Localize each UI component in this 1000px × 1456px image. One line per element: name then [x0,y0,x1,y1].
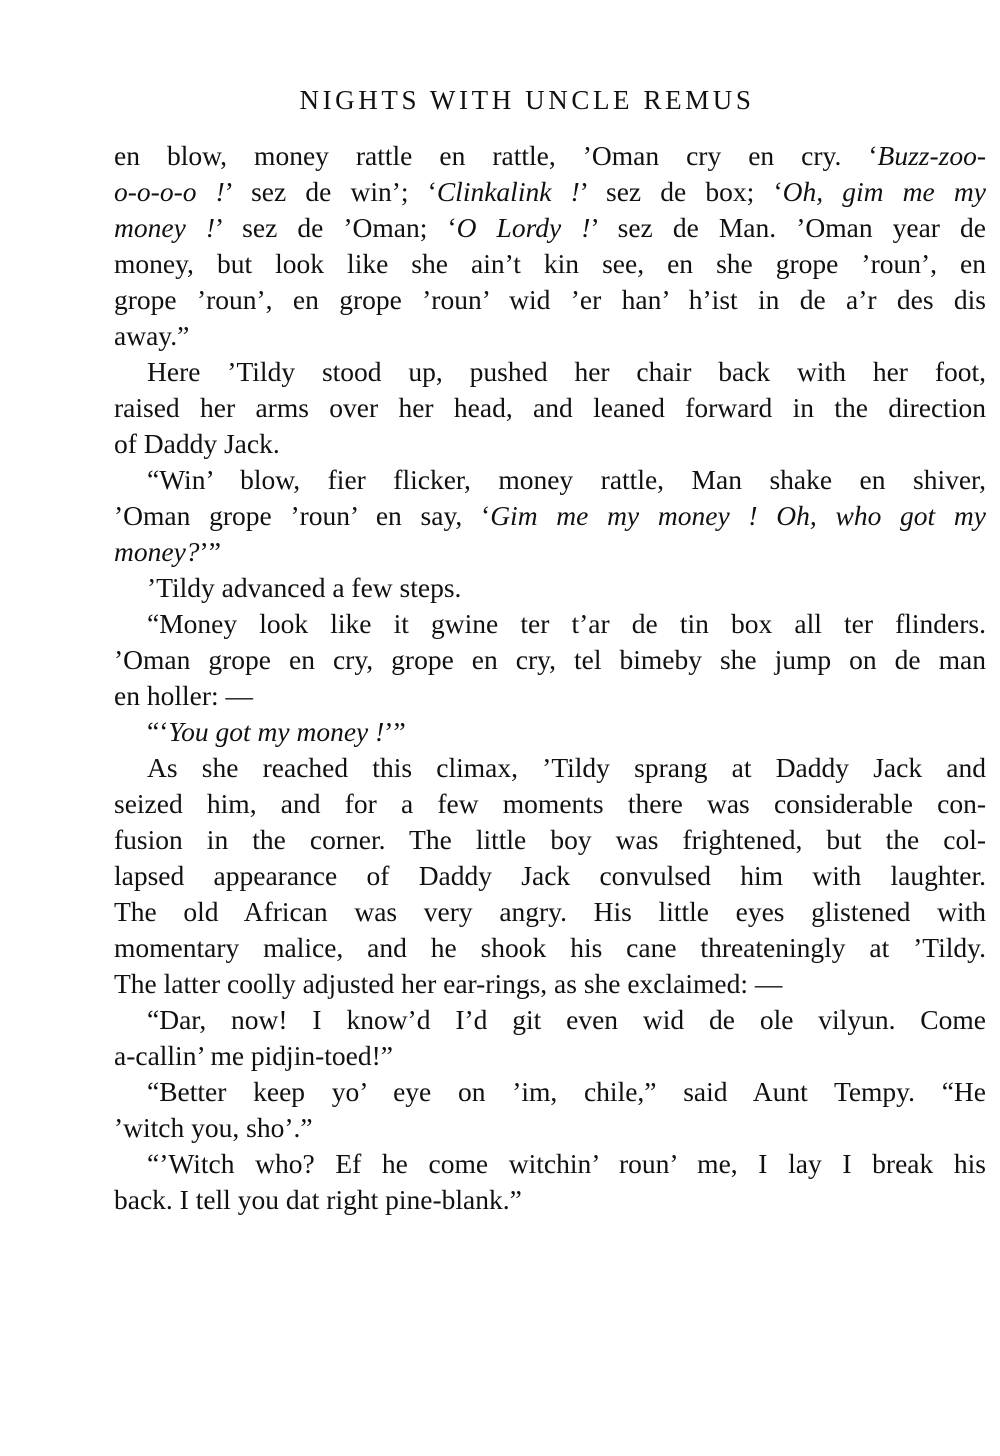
text-segment: en blow, money rattle en rattle, ’Oman cry en cry. ‘ [114,140,878,171]
text-segment: ’” [384,716,406,747]
text-line [114,498,986,534]
text-line [114,138,986,174]
text-line [114,642,986,678]
paragraph [114,570,986,606]
text-line [114,678,986,714]
paragraph [114,714,986,750]
italic-text: Clinkalink ! [436,176,580,207]
text-line [114,354,986,390]
text-line [114,714,986,750]
text-line [114,966,986,1002]
text-segment: Here ’Tildy stood up, pushed her chair back with her foot, [147,356,986,387]
text-line [114,426,986,462]
text-segment: seized him, and for a few moments there was considerable con- [114,788,986,819]
text-line [114,534,986,570]
text-segment: ’witch you, sho’.” [114,1112,313,1143]
text-line [114,858,986,894]
text-segment: ’Oman grope ’roun’ en say, ‘ [114,500,491,531]
text-segment: money, but look like she ain’t kin see, en she grope ’roun’, en [114,248,986,279]
text-line [114,930,986,966]
paragraph [114,138,986,354]
text-segment: fusion in the corner. The little boy was frightened, but the col- [114,824,986,855]
running-head: NIGHTS WITH UNCLE REMUS [299,85,755,115]
text-segment: of Daddy Jack. [114,428,280,459]
text-line [114,318,986,354]
italic-text: money ! [114,212,215,243]
text-line [114,786,986,822]
italic-text: Oh, gim me my [782,176,986,207]
text-segment: “Better keep yo’ eye on ’im, chile,” said Aunt Tempy. “He [147,1076,986,1107]
text-line [114,210,986,246]
text-segment: The old African was very angry. His little eyes glistened with [114,896,986,927]
text-segment: ’ sez de ’Oman; ‘ [215,212,457,243]
text-segment: grope ’roun’, en grope ’roun’ wid ’er han’ h’ist in de a’r des dis [114,284,986,315]
text-segment: a-callin’ me pidjin-toed!” [114,1040,393,1071]
italic-text: You got my money ! [168,716,385,747]
text-segment: “‘ [147,716,169,747]
text-segment: “Win’ blow, fier flicker, money rattle, Man shake en shiver, [147,464,986,495]
text-segment: ’ sez de Man. ’Oman year de [590,212,986,243]
paragraph [114,1146,986,1218]
paragraph [114,462,986,570]
italic-text: o-o-o-o ! [114,176,225,207]
text-line [114,1002,986,1038]
text-segment: away.” [114,320,190,351]
text-segment: lapsed appearance of Daddy Jack convulsed him with laughter. [114,860,986,891]
italic-text: Buzz-zoo- [877,140,986,171]
italic-text: O Lordy ! [456,212,591,243]
text-line [114,390,986,426]
text-line [114,462,986,498]
text-segment: The latter coolly adjusted her ear-rings, as she exclaimed: — [114,968,783,999]
text-line [114,282,986,318]
paragraph [114,1074,986,1146]
text-segment: ’Oman grope en cry, grope en cry, tel bimeby she jump on de man [114,644,986,675]
text-line [114,246,986,282]
text-segment: momentary malice, and he shook his cane threateningly at ’Tildy. [114,932,986,963]
text-line [114,894,986,930]
italic-text: Gim me my money ! Oh, who got my [490,500,986,531]
text-line [114,174,986,210]
text-segment: As she reached this climax, ’Tildy sprang at Daddy Jack and [147,752,986,783]
text-line [114,606,986,642]
text-line [114,570,986,606]
paragraph [114,1002,986,1074]
text-segment: “Money look like it gwine ter t’ar de tin box all ter flinders. [147,608,986,639]
paragraph [114,606,986,714]
text-segment: back. I tell you dat right pine-blank.” [114,1184,522,1215]
text-line [114,1182,986,1218]
text-line [114,822,986,858]
paragraph [114,354,986,462]
text-segment: ’Tildy advanced a few steps. [147,572,462,603]
text-segment: en holler: — [114,680,253,711]
text-line [114,1146,986,1182]
text-segment: ’” [199,536,221,567]
body-text [114,138,986,1218]
italic-text: money? [114,536,200,567]
text-segment: “Dar, now! I know’d I’d git even wid de ole vilyun. Come [147,1004,986,1035]
text-line [114,1110,986,1146]
text-segment: raised her arms over her head, and leaned forward in the direction [114,392,986,423]
text-segment: ’ sez de box; ‘ [579,176,783,207]
text-line [114,1038,986,1074]
paragraph [114,750,986,1002]
text-line [114,1074,986,1110]
text-segment: ’ sez de win’; ‘ [224,176,437,207]
text-line [114,750,986,786]
text-segment: “’Witch who? Ef he come witchin’ roun’ me, I lay I break his [147,1148,986,1179]
